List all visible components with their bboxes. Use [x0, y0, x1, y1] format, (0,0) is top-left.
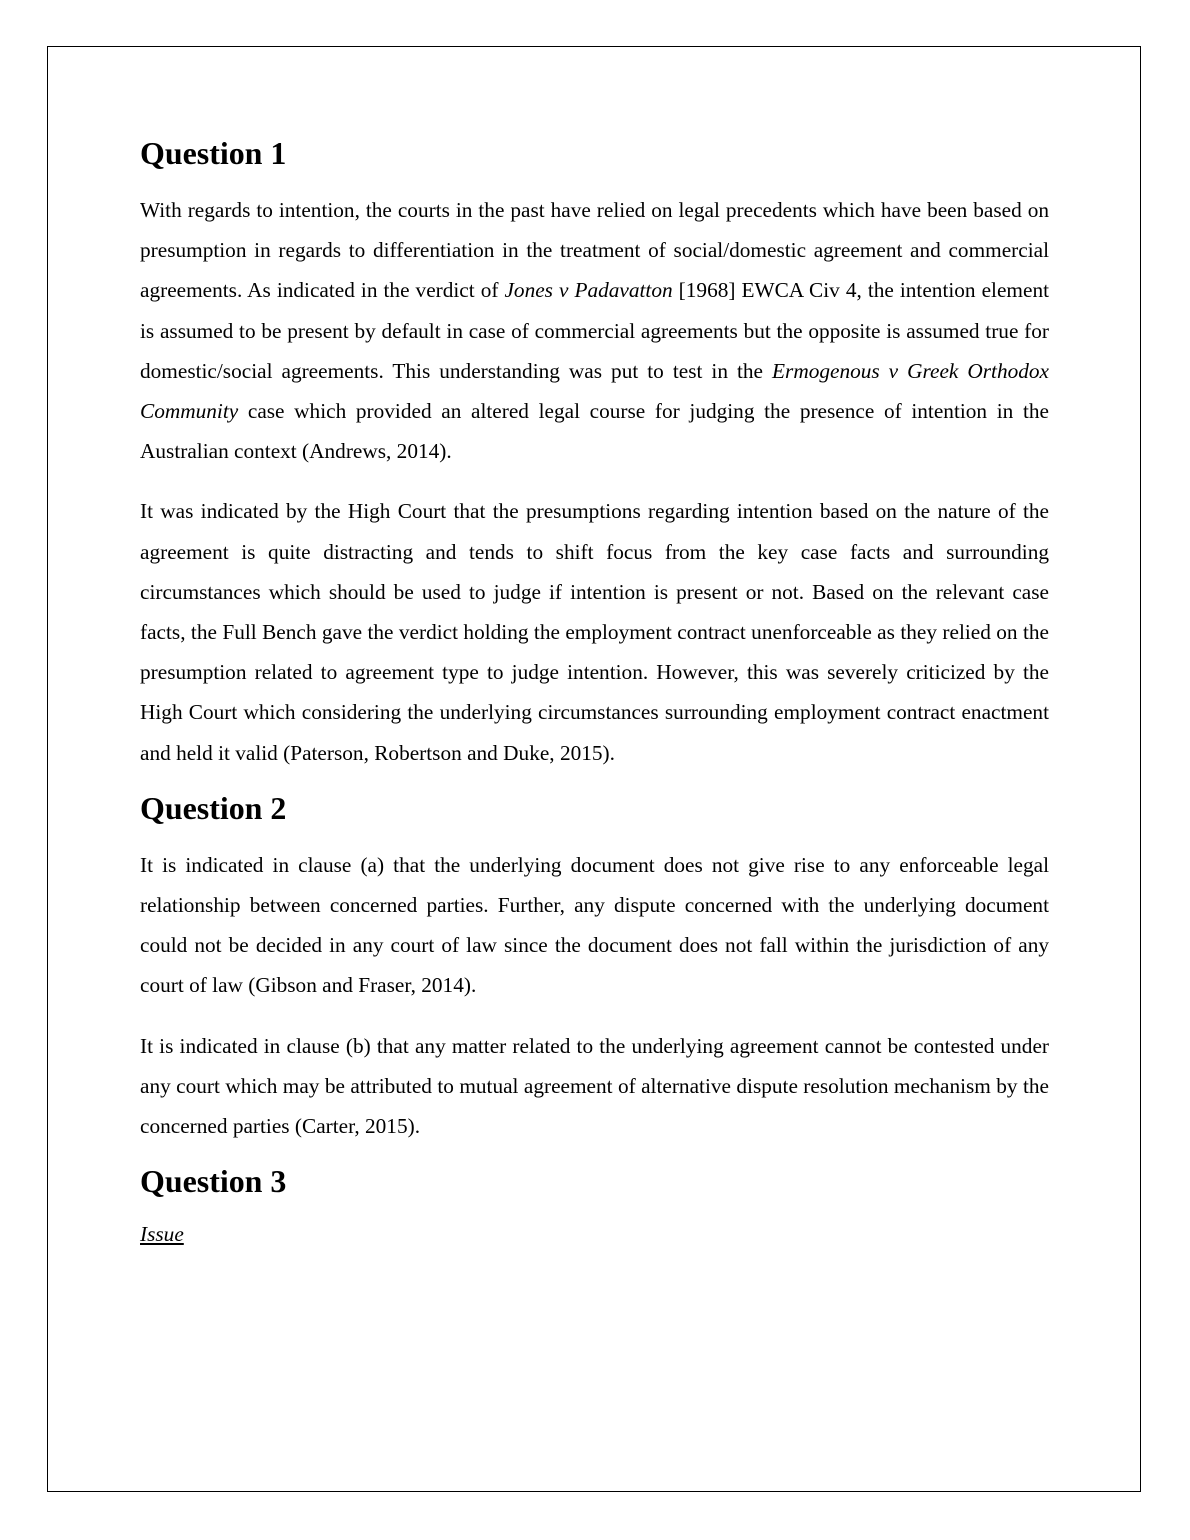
question-3-heading: Question 3 — [140, 1164, 287, 1200]
question-1-heading: Question 1 — [140, 136, 287, 171]
case-name-jones-v-padavatton: Jones v Padavatton — [504, 278, 673, 303]
issue-subheading: Issue — [140, 1222, 184, 1247]
q1-p1-text-3: case which provided an altered legal course for judging the presence of intention in the Australian context (Andrews, 2014). — [140, 399, 1049, 464]
q1-p1-text-1: With regards to intention, the courts in the past have relied on legal precedents which have been based on presumption in regards to differentiation in the treatment of social/domestic agreement and commercial agreements. As indicated in the verdict of — [140, 198, 1049, 303]
question-2-heading: Question 2 — [140, 790, 287, 826]
question-1-paragraph-1 — [140, 190, 1049, 471]
question-2-paragraph-2: It is indicated in clause (b) that any matter related to the underlying agreement cannot be contested under any court which may be attributed to mutual agreement of alternative dispute resolution mechanism by the concerned parties (Carter, 2015). — [140, 1033, 1049, 1139]
document-body — [140, 138, 1049, 1250]
question-1-paragraph-2: It was indicated by the High Court that the presumptions regarding intention based on the nature of the agreement is quite distracting and tends to shift focus from the key case facts and surrounding circumstances which should be used to judge if intention is present or not. Based on the relevant case facts, the Full Bench gave the verdict holding the employment contract unenforceable as they relied on the presumption related to agreement type to judge intention. However, this was severely criticized by the High Court which considering the underlying circumstances surrounding employment contract enactment and held it valid (Paterson, Robertson and Duke, 2015). — [140, 499, 1049, 765]
q1-p1-text-2: [1968] EWCA Civ 4, the intention element is assumed to be present by default in case of commercial agreements but the opposite is assumed true for domestic/social agreements. This understanding was put to test in the — [140, 278, 1050, 383]
question-2-paragraph-1: It is indicated in clause (a) that the underlying document does not give rise to any enforceable legal relationship between concerned parties. Further, any dispute concerned with the underlying document could not be decided in any court of law since the document does not fall within the jurisdiction of any court of law (Gibson and Fraser, 2014). — [140, 852, 1049, 998]
case-name-ermogenous: Ermogenous v Greek Orthodox Community — [140, 358, 1050, 424]
